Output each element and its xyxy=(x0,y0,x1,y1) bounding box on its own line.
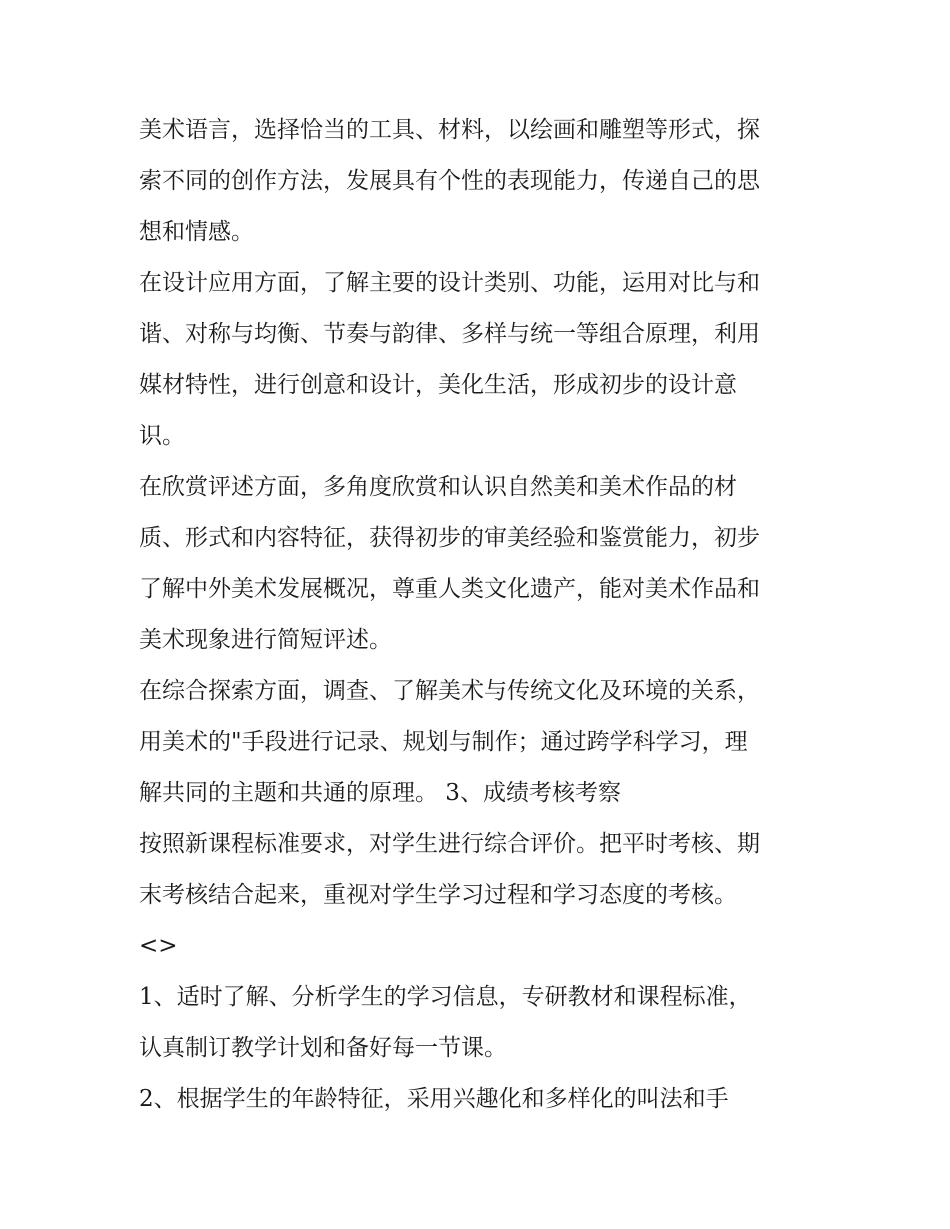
text-line: 在设计应用方面，了解主要的设计类别、功能，运用对比与和 xyxy=(139,270,760,296)
text-line: 在欣赏评述方面，多角度欣赏和认识自然美和美术作品的材 xyxy=(139,474,737,500)
text-line: 索不同的创作方法，发展具有个性的表现能力，传递自己的思 xyxy=(139,168,760,194)
text-line: 质、形式和内容特征，获得初步的审美经验和鉴赏能力，初步 xyxy=(139,525,760,551)
text-line: <> xyxy=(139,933,178,959)
text-line: 谐、对称与均衡、节奏与韵律、多样与统一等组合原理，利用 xyxy=(139,321,760,347)
text-line: 在综合探索方面，调查、了解美术与传统文化及环境的关系， xyxy=(139,678,760,704)
text-line: 末考核结合起来，重视对学生学习过程和学习态度的考核。 xyxy=(139,882,737,908)
text-line: 了解中外美术发展概况，尊重人类文化遗产，能对美术作品和 xyxy=(139,576,760,602)
text-line: 识。 xyxy=(139,423,185,449)
text-line: 媒材特性，进行创意和设计，美化生活，形成初步的设计意 xyxy=(139,372,737,398)
text-line: 按照新课程标准要求，对学生进行综合评价。把平时考核、期 xyxy=(139,831,760,857)
text-line: 美术语言，选择恰当的工具、材料，以绘画和雕塑等形式，探 xyxy=(139,117,760,143)
text-line: 2、根据学生的年龄特征，采用兴趣化和多样化的叫法和手 xyxy=(139,1086,729,1112)
text-line: 认真制订教学计划和备好每一节课。 xyxy=(139,1035,507,1061)
text-line: 想和情感。 xyxy=(139,219,254,245)
document-body xyxy=(139,105,819,1125)
text-line: 美术现象进行简短评述。 xyxy=(139,627,392,653)
text-line: 1、适时了解、分析学生的学习信息，专研教材和课程标准， xyxy=(139,984,752,1010)
text-line: 解共同的主题和共通的原理。 3、成绩考核考察 xyxy=(139,780,621,806)
text-line: 用美术的"手段进行记录、规划与制作；通过跨学科学习，理 xyxy=(139,729,748,755)
